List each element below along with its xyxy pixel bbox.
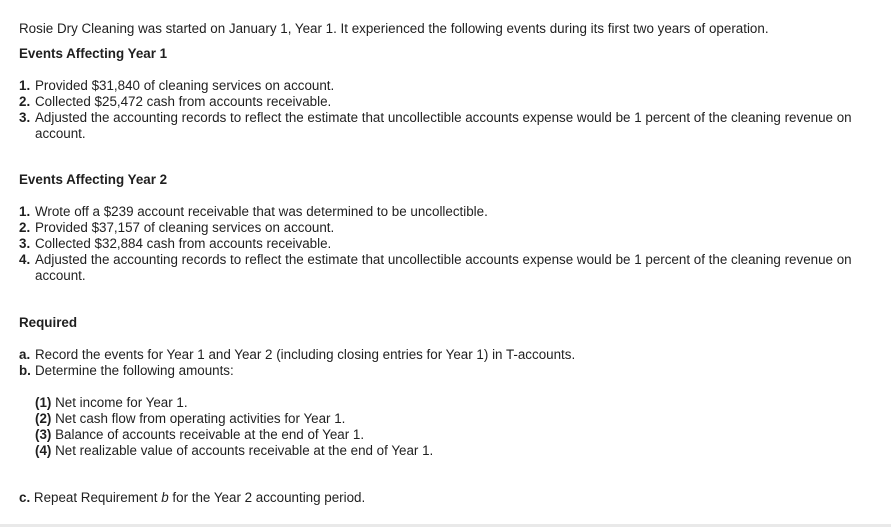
item-number: (2) bbox=[35, 411, 52, 426]
item-text: Net income for Year 1. bbox=[55, 395, 188, 410]
item-text: Balance of accounts receivable at the end of Year 1. bbox=[55, 427, 365, 442]
item-number: 2. bbox=[19, 220, 31, 235]
list-item bbox=[19, 78, 869, 94]
item-text: Collected $25,472 cash from accounts receivable. bbox=[35, 94, 332, 109]
intro-paragraph: Rosie Dry Cleaning was started on January 1, Year 1. It experienced the following events during its first two years of operation. bbox=[19, 21, 769, 36]
list-item bbox=[19, 220, 869, 236]
item-text-before: Repeat Requirement bbox=[33, 490, 158, 505]
item-text: Net cash flow from operating activities for Year 1. bbox=[55, 411, 346, 426]
item-text-after: for the Year 2 accounting period. bbox=[172, 490, 366, 505]
year1-heading: Events Affecting Year 1 bbox=[19, 46, 168, 61]
year2-event-list bbox=[19, 204, 869, 284]
item-text: Determine the following amounts: bbox=[35, 363, 234, 378]
item-text: Net realizable value of accounts receivable at the end of Year 1. bbox=[55, 443, 434, 458]
required-heading: Required bbox=[19, 315, 78, 330]
item-number: 3. bbox=[19, 110, 31, 125]
list-item bbox=[19, 204, 869, 220]
item-number: 4. bbox=[19, 252, 31, 267]
item-text: Adjusted the accounting records to reflect the estimate that uncollectible accounts expense would be 1 percent of the cleaning revenue on account. bbox=[35, 252, 852, 283]
list-item bbox=[19, 252, 869, 284]
item-number: 1. bbox=[19, 204, 31, 219]
year1-event-list bbox=[19, 78, 869, 142]
year2-heading: Events Affecting Year 2 bbox=[19, 172, 168, 187]
item-number: (1) bbox=[35, 395, 52, 410]
list-item bbox=[19, 110, 869, 142]
item-number: 1. bbox=[19, 78, 31, 93]
item-text: Collected $32,884 cash from accounts receivable. bbox=[35, 236, 332, 251]
item-text: Provided $37,157 of cleaning services on account. bbox=[35, 220, 335, 235]
item-number: 2. bbox=[19, 94, 31, 109]
list-item bbox=[19, 94, 869, 110]
list-item bbox=[35, 427, 869, 443]
item-text: Record the events for Year 1 and Year 2 (including closing entries for Year 1) in T-accounts. bbox=[35, 347, 576, 362]
list-item bbox=[35, 443, 869, 459]
list-item bbox=[35, 395, 869, 411]
item-label: b. bbox=[19, 363, 31, 378]
item-number: (4) bbox=[35, 443, 52, 458]
item-text: Provided $31,840 of cleaning services on account. bbox=[35, 78, 335, 93]
item-label: a. bbox=[19, 347, 31, 362]
item-label: c. bbox=[19, 490, 31, 505]
required-item-a bbox=[19, 347, 869, 363]
required-b-sublist bbox=[35, 395, 869, 459]
problem-document bbox=[19, 21, 869, 506]
required-list bbox=[19, 347, 869, 379]
item-text: Wrote off a $239 account receivable that was determined to be uncollectible. bbox=[35, 204, 488, 219]
list-item bbox=[19, 236, 869, 252]
list-item bbox=[35, 411, 869, 427]
item-number: 3. bbox=[19, 236, 31, 251]
required-item-b bbox=[19, 363, 869, 379]
item-text-italic: b bbox=[161, 490, 169, 505]
item-text: Adjusted the accounting records to reflect the estimate that uncollectible accounts expense would be 1 percent of the cleaning revenue on account. bbox=[35, 110, 852, 141]
item-number: (3) bbox=[35, 427, 52, 442]
required-item-c bbox=[19, 490, 869, 506]
